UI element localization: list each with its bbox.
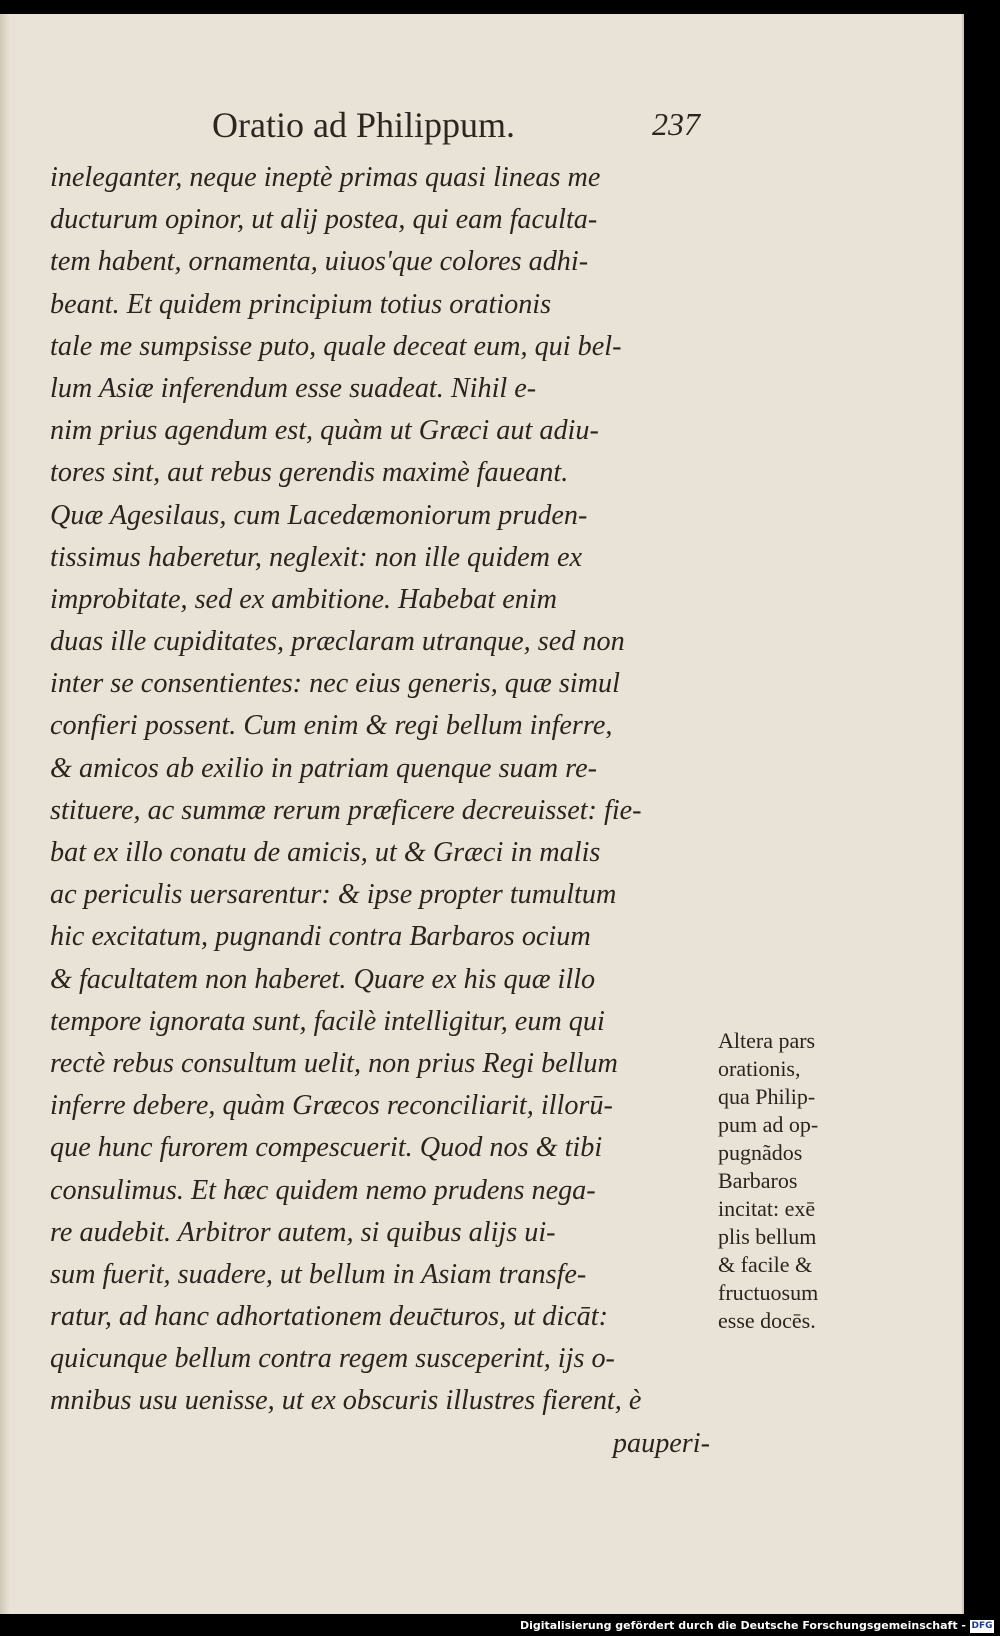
text-line: lum Asiæ inferendum esse suadeat. Nihil e- bbox=[50, 372, 537, 404]
text-line: tempore ignorata sunt, facilè intelligitur, eum qui bbox=[50, 1005, 605, 1037]
text-line: ducturum opinor, ut alij postea, qui eam faculta- bbox=[50, 204, 598, 236]
marginal-note-line: incitat: exē bbox=[718, 1196, 816, 1221]
text-line: ineleganter, neque ineptè primas quasi lineas me bbox=[50, 162, 601, 193]
page-number: 237 bbox=[652, 106, 700, 142]
text-line: quicunque bellum contra regem susceperint, ijs o- bbox=[50, 1343, 615, 1375]
marginal-note-line: esse docēs. bbox=[718, 1308, 816, 1333]
footer-bar bbox=[0, 1618, 1000, 1636]
marginal-note-line: qua Philip- bbox=[718, 1084, 816, 1109]
text-line: tores sint, aut rebus gerendis maximè faueant. bbox=[50, 457, 569, 489]
page-spine-shadow bbox=[0, 14, 10, 1614]
text-line: hic excitatum, pugnandi contra Barbaros ocium bbox=[50, 921, 591, 953]
text-line: improbitate, sed ex ambitione. Habebat enim bbox=[50, 583, 558, 615]
text-line: & amicos ab exilio in patriam quenque suam re- bbox=[50, 752, 597, 784]
text-line: consulimus. Et hæc quidem nemo prudens nega- bbox=[50, 1174, 596, 1206]
text-line: tem habent, ornamenta, uiuos'que colores adhi- bbox=[50, 246, 589, 278]
text-line: duas ille cupiditates, præclaram utranque, sed non bbox=[50, 626, 625, 658]
text-line: sum fuerit, suadere, ut bellum in Asiam transfe- bbox=[50, 1258, 587, 1290]
text-line: nim prius agendum est, quàm ut Græci aut adiu- bbox=[50, 415, 599, 447]
marginal-note-line: Altera pars bbox=[718, 1028, 816, 1053]
text-line: inter se consentientes: nec eius generis, quæ simul bbox=[50, 668, 620, 700]
text-line: rectè rebus consultum uelit, non prius Regi bellum bbox=[50, 1047, 618, 1079]
marginal-note-line: & facile & bbox=[718, 1252, 813, 1277]
text-line: Quæ Agesilaus, cum Lacedæmoniorum pruden- bbox=[50, 499, 588, 531]
funding-credit: Digitalisierung gefördert durch die Deutsche Forschungsgemeinschaft - bbox=[519, 1619, 966, 1632]
marginal-note-line: Barbaros bbox=[718, 1168, 798, 1193]
marginal-note-line: orationis, bbox=[718, 1056, 801, 1081]
text-line: tissimus haberetur, neglexit: non ille quidem ex bbox=[50, 541, 583, 573]
text-line: beant. Et quidem principium totius orationis bbox=[50, 288, 552, 320]
book-page bbox=[0, 14, 964, 1614]
main-text-block bbox=[50, 157, 710, 1465]
marginal-note-line: fructuosum bbox=[718, 1280, 819, 1305]
text-line: mnibus usu uenisse, ut ex obscuris illustres fierent, è bbox=[50, 1385, 642, 1417]
running-title: Oratio ad Philippum. bbox=[212, 105, 515, 145]
text-line: ratur, ad hanc adhortationem deuc̄turos, ut dicāt: bbox=[50, 1301, 608, 1333]
dfg-logo: DFG bbox=[971, 1621, 993, 1631]
text-line: & facultatem non haberet. Quare ex his quæ illo bbox=[50, 963, 596, 995]
marginal-note-line: pum ad op- bbox=[718, 1112, 819, 1137]
text-line: ac periculis uersarentur: & ipse propter tumultum bbox=[50, 879, 617, 911]
text-line: stituere, ac summæ rerum præficere decreuisset: fie- bbox=[50, 794, 642, 826]
catchword: pauperi- bbox=[612, 1427, 710, 1459]
text-line: confieri possent. Cum enim & regi bellum inferre, bbox=[50, 710, 613, 742]
text-line: bat ex illo conatu de amicis, ut & Græci in malis bbox=[50, 837, 601, 868]
marginal-note-line: plis bellum bbox=[718, 1224, 817, 1249]
text-line: inferre debere, quàm Græcos reconciliarit, illorū- bbox=[50, 1090, 613, 1122]
text-line: que hunc furorem compescuerit. Quod nos & tibi bbox=[50, 1132, 603, 1164]
marginal-note-line: pugnãdos bbox=[718, 1140, 803, 1165]
marginal-note bbox=[718, 1027, 848, 1335]
text-line: re audebit. Arbitror autem, si quibus alijs ui- bbox=[50, 1216, 556, 1248]
text-line: tale me sumpsisse puto, quale deceat eum, qui bel- bbox=[50, 330, 622, 362]
